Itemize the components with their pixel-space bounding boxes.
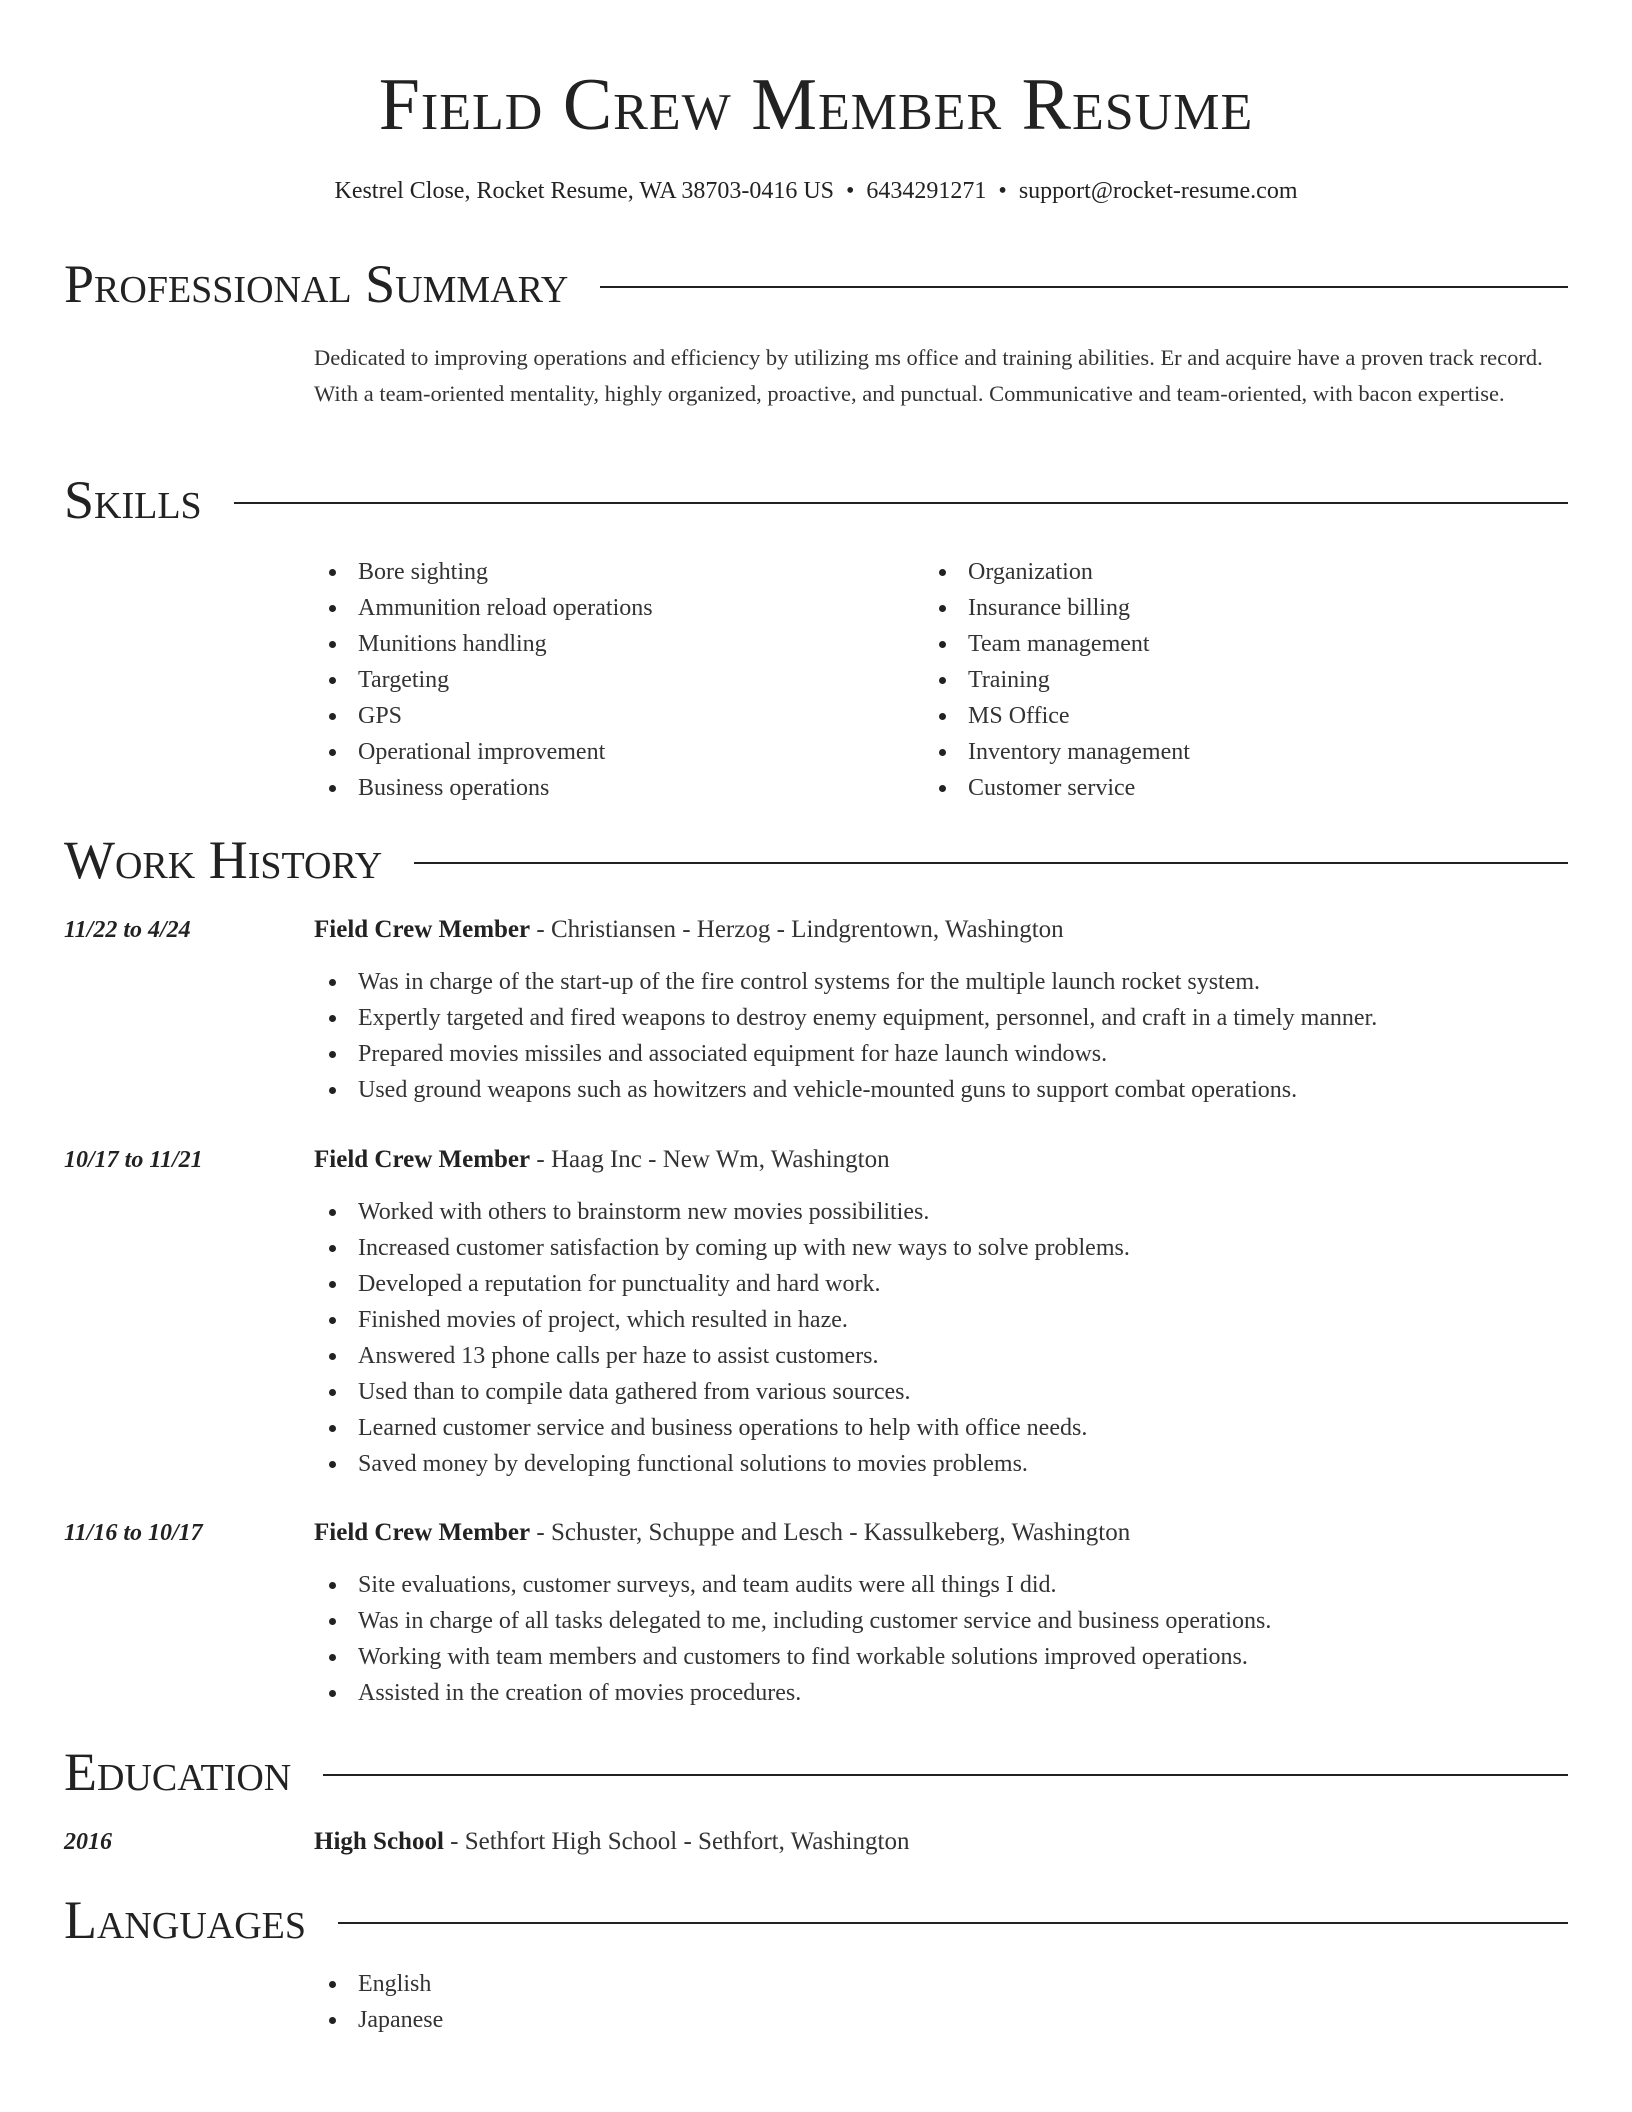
contact-separator: • xyxy=(998,178,1007,204)
job-bullet: Prepared movies missiles and associated equipment for haze launch windows. xyxy=(314,1036,1377,1072)
education-degree: High School xyxy=(314,1828,444,1855)
job-date: 11/22 to 4/24 xyxy=(64,917,191,943)
skills-list-left xyxy=(314,554,653,806)
job-bullet: Answered 13 phone calls per haze to assist customers. xyxy=(314,1338,1130,1374)
skill-item: Customer service xyxy=(924,770,1190,806)
contact-phone: 6434291271 xyxy=(866,178,987,204)
job-details: - Schuster, Schuppe and Lesch - Kassulkeberg, Washington xyxy=(530,1519,1131,1546)
job-details: - Haag Inc - New Wm, Washington xyxy=(530,1146,890,1173)
job-date: 11/16 to 10/17 xyxy=(64,1520,203,1546)
job-heading xyxy=(314,912,1064,948)
skill-item: MS Office xyxy=(924,698,1190,734)
skill-item: Ammunition reload operations xyxy=(314,590,653,626)
skill-item: Munitions handling xyxy=(314,626,653,662)
contact-line xyxy=(0,176,1632,206)
resume-title: Field Crew Member Resume xyxy=(378,64,1254,146)
languages-list xyxy=(314,1966,443,2038)
job-details: - Christiansen - Herzog - Lindgrentown, Washington xyxy=(530,916,1064,943)
section-divider xyxy=(323,1774,1568,1776)
skill-item: Targeting xyxy=(314,662,653,698)
job-heading xyxy=(314,1515,1130,1551)
section-title: Skills xyxy=(64,470,202,530)
section-divider xyxy=(338,1922,1568,1924)
section-languages-heading xyxy=(64,1890,1568,1950)
language-item: English xyxy=(314,1966,443,2002)
contact-address: Kestrel Close, Rocket Resume, WA 38703-0416 US xyxy=(334,178,834,204)
skill-item: Bore sighting xyxy=(314,554,653,590)
education-details: - Sethfort High School - Sethfort, Washington xyxy=(443,1828,910,1855)
job-bullet: Used than to compile data gathered from various sources. xyxy=(314,1374,1130,1410)
summary-text: Dedicated to improving operations and efficiency by utilizing ms office and training abilities. Er and acquire have a proven track record. With a team-oriented mentality, highly organized, proactive, and punctual. Communicative and team-oriented, with bacon expertise. xyxy=(314,345,1543,406)
job-bullets xyxy=(314,1567,1271,1711)
skill-item: Team management xyxy=(924,626,1190,662)
job-bullet: Increased customer satisfaction by coming up with new ways to solve problems. xyxy=(314,1230,1130,1266)
section-education-heading xyxy=(64,1742,1568,1802)
skill-item: GPS xyxy=(314,698,653,734)
job-bullets xyxy=(314,1194,1130,1482)
job-bullet: Used ground weapons such as howitzers and vehicle-mounted guns to support combat operations. xyxy=(314,1072,1377,1108)
skill-item: Insurance billing xyxy=(924,590,1190,626)
job-bullet: Learned customer service and business operations to help with office needs. xyxy=(314,1410,1130,1446)
section-title: Work History xyxy=(64,830,383,890)
job-bullet: Working with team members and customers to find workable solutions improved operations. xyxy=(314,1639,1271,1675)
job-bullet: Site evaluations, customer surveys, and team audits were all things I did. xyxy=(314,1567,1271,1603)
section-title: Professional Summary xyxy=(64,254,569,314)
education-date: 2016 xyxy=(64,1829,112,1855)
job-date: 10/17 to 11/21 xyxy=(64,1147,203,1173)
job-role: Field Crew Member xyxy=(314,916,531,943)
job-bullet: Finished movies of project, which resulted in haze. xyxy=(314,1302,1130,1338)
skill-item: Organization xyxy=(924,554,1190,590)
skill-item: Inventory management xyxy=(924,734,1190,770)
job-bullet: Expertly targeted and fired weapons to destroy enemy equipment, personnel, and craft in a timely manner. xyxy=(314,1000,1377,1036)
contact-email[interactable]: support@rocket-resume.com xyxy=(1018,178,1298,204)
skill-item: Operational improvement xyxy=(314,734,653,770)
contact-separator: • xyxy=(846,178,855,204)
job-bullet: Worked with others to brainstorm new movies possibilities. xyxy=(314,1194,1130,1230)
section-skills-heading xyxy=(64,470,1568,530)
job-role: Field Crew Member xyxy=(314,1146,531,1173)
section-work-heading xyxy=(64,830,1568,890)
job-bullets xyxy=(314,964,1377,1108)
skills-list-right xyxy=(924,554,1190,806)
job-bullet: Developed a reputation for punctuality and hard work. xyxy=(314,1266,1130,1302)
skill-item: Training xyxy=(924,662,1190,698)
section-divider xyxy=(414,862,1568,864)
section-title: Education xyxy=(64,1742,292,1802)
section-divider xyxy=(234,502,1568,504)
job-bullet: Assisted in the creation of movies procedures. xyxy=(314,1675,1271,1711)
education-heading xyxy=(314,1824,909,1860)
language-item: Japanese xyxy=(314,2002,443,2038)
job-bullet: Was in charge of the start-up of the fire control systems for the multiple launch rocket system. xyxy=(314,964,1377,1000)
job-bullet: Saved money by developing functional solutions to movies problems. xyxy=(314,1446,1130,1482)
job-bullet: Was in charge of all tasks delegated to me, including customer service and business operations. xyxy=(314,1603,1271,1639)
skill-item: Business operations xyxy=(314,770,653,806)
job-heading xyxy=(314,1142,890,1178)
section-divider xyxy=(600,286,1568,288)
section-title: Languages xyxy=(64,1890,306,1950)
section-summary-heading xyxy=(64,254,1568,314)
job-role: Field Crew Member xyxy=(314,1519,531,1546)
